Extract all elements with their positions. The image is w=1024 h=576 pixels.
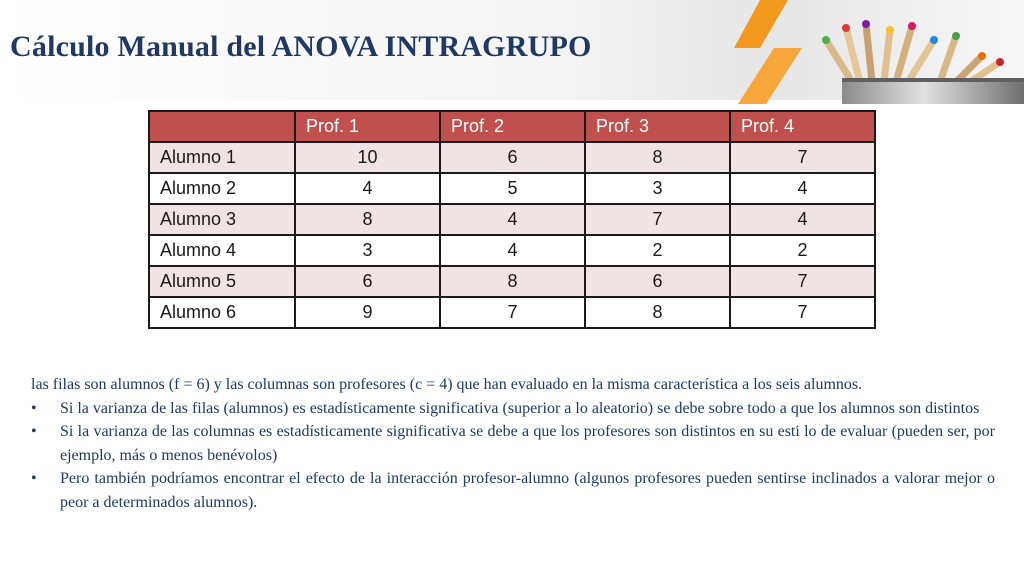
header-cell-corner bbox=[149, 111, 295, 142]
scores-table bbox=[148, 110, 876, 329]
header-cell-prof-3: Prof. 3 bbox=[585, 111, 730, 142]
row-label-cell: Alumno 3 bbox=[149, 204, 295, 235]
score-cell: 7 bbox=[730, 266, 875, 297]
score-cell: 8 bbox=[585, 297, 730, 328]
bullet-icon: • bbox=[31, 399, 37, 417]
header-cell-prof-2: Prof. 2 bbox=[440, 111, 585, 142]
row-label-cell: Alumno 1 bbox=[149, 142, 295, 173]
score-cell: 7 bbox=[440, 297, 585, 328]
score-cell: 10 bbox=[295, 142, 440, 173]
pencils-decoration-image bbox=[730, 0, 1024, 104]
table-row bbox=[149, 173, 875, 204]
score-cell: 3 bbox=[295, 235, 440, 266]
table-row bbox=[149, 235, 875, 266]
score-cell: 5 bbox=[440, 173, 585, 204]
score-cell: 6 bbox=[585, 266, 730, 297]
row-label-cell: Alumno 6 bbox=[149, 297, 295, 328]
score-cell: 8 bbox=[295, 204, 440, 235]
score-cell: 8 bbox=[440, 266, 585, 297]
bullet-text: Si la varianza de las columnas es estadísticamente significativa se debe a que los profesores son distintos en su esti lo de evaluar (pueden ser, por ejemplo, más o menos benévolos) bbox=[60, 423, 995, 464]
data-table-container bbox=[148, 110, 876, 329]
score-cell: 6 bbox=[440, 142, 585, 173]
score-cell: 4 bbox=[730, 204, 875, 235]
row-label-cell: Alumno 4 bbox=[149, 235, 295, 266]
score-cell: 4 bbox=[730, 173, 875, 204]
row-label-cell: Alumno 5 bbox=[149, 266, 295, 297]
table-row bbox=[149, 142, 875, 173]
score-cell: 2 bbox=[730, 235, 875, 266]
table-row bbox=[149, 297, 875, 328]
bullet-icon: • bbox=[31, 423, 37, 440]
list-item bbox=[31, 467, 995, 514]
table-row bbox=[149, 266, 875, 297]
bullet-text: Si la varianza de las filas (alumnos) es estadísticamente significativa (superior a lo aleatorio) se debe sobre todo a que los alumnos son distintos bbox=[60, 399, 980, 417]
score-cell: 7 bbox=[585, 204, 730, 235]
score-cell: 2 bbox=[585, 235, 730, 266]
score-cell: 4 bbox=[295, 173, 440, 204]
slide-title: Cálculo Manual del ANOVA INTRAGRUPO bbox=[10, 30, 592, 63]
header-cell-prof-1: Prof. 1 bbox=[295, 111, 440, 142]
list-item bbox=[31, 397, 995, 421]
bullet-icon: • bbox=[31, 470, 37, 487]
list-item bbox=[31, 420, 995, 467]
score-cell: 3 bbox=[585, 173, 730, 204]
score-cell: 6 bbox=[295, 266, 440, 297]
score-cell: 4 bbox=[440, 204, 585, 235]
table-header-row bbox=[149, 111, 875, 142]
explanation-text bbox=[31, 373, 995, 514]
bullet-list bbox=[31, 397, 995, 515]
score-cell: 8 bbox=[585, 142, 730, 173]
intro-paragraph: las filas son alumnos (f = 6) y las columnas son profesores (c = 4) que han evaluado en la misma característica a los seis alumnos. bbox=[31, 376, 863, 393]
score-cell: 4 bbox=[440, 235, 585, 266]
table-row bbox=[149, 204, 875, 235]
bullet-text: Pero también podríamos encontrar el efecto de la interacción profesor-alumno (algunos profesores pueden sentirse inclinados a valorar mejor o peor a determinados alumnos). bbox=[60, 470, 995, 511]
row-label-cell: Alumno 2 bbox=[149, 173, 295, 204]
score-cell: 9 bbox=[295, 297, 440, 328]
score-cell: 7 bbox=[730, 142, 875, 173]
header-cell-prof-4: Prof. 4 bbox=[730, 111, 875, 142]
score-cell: 7 bbox=[730, 297, 875, 328]
